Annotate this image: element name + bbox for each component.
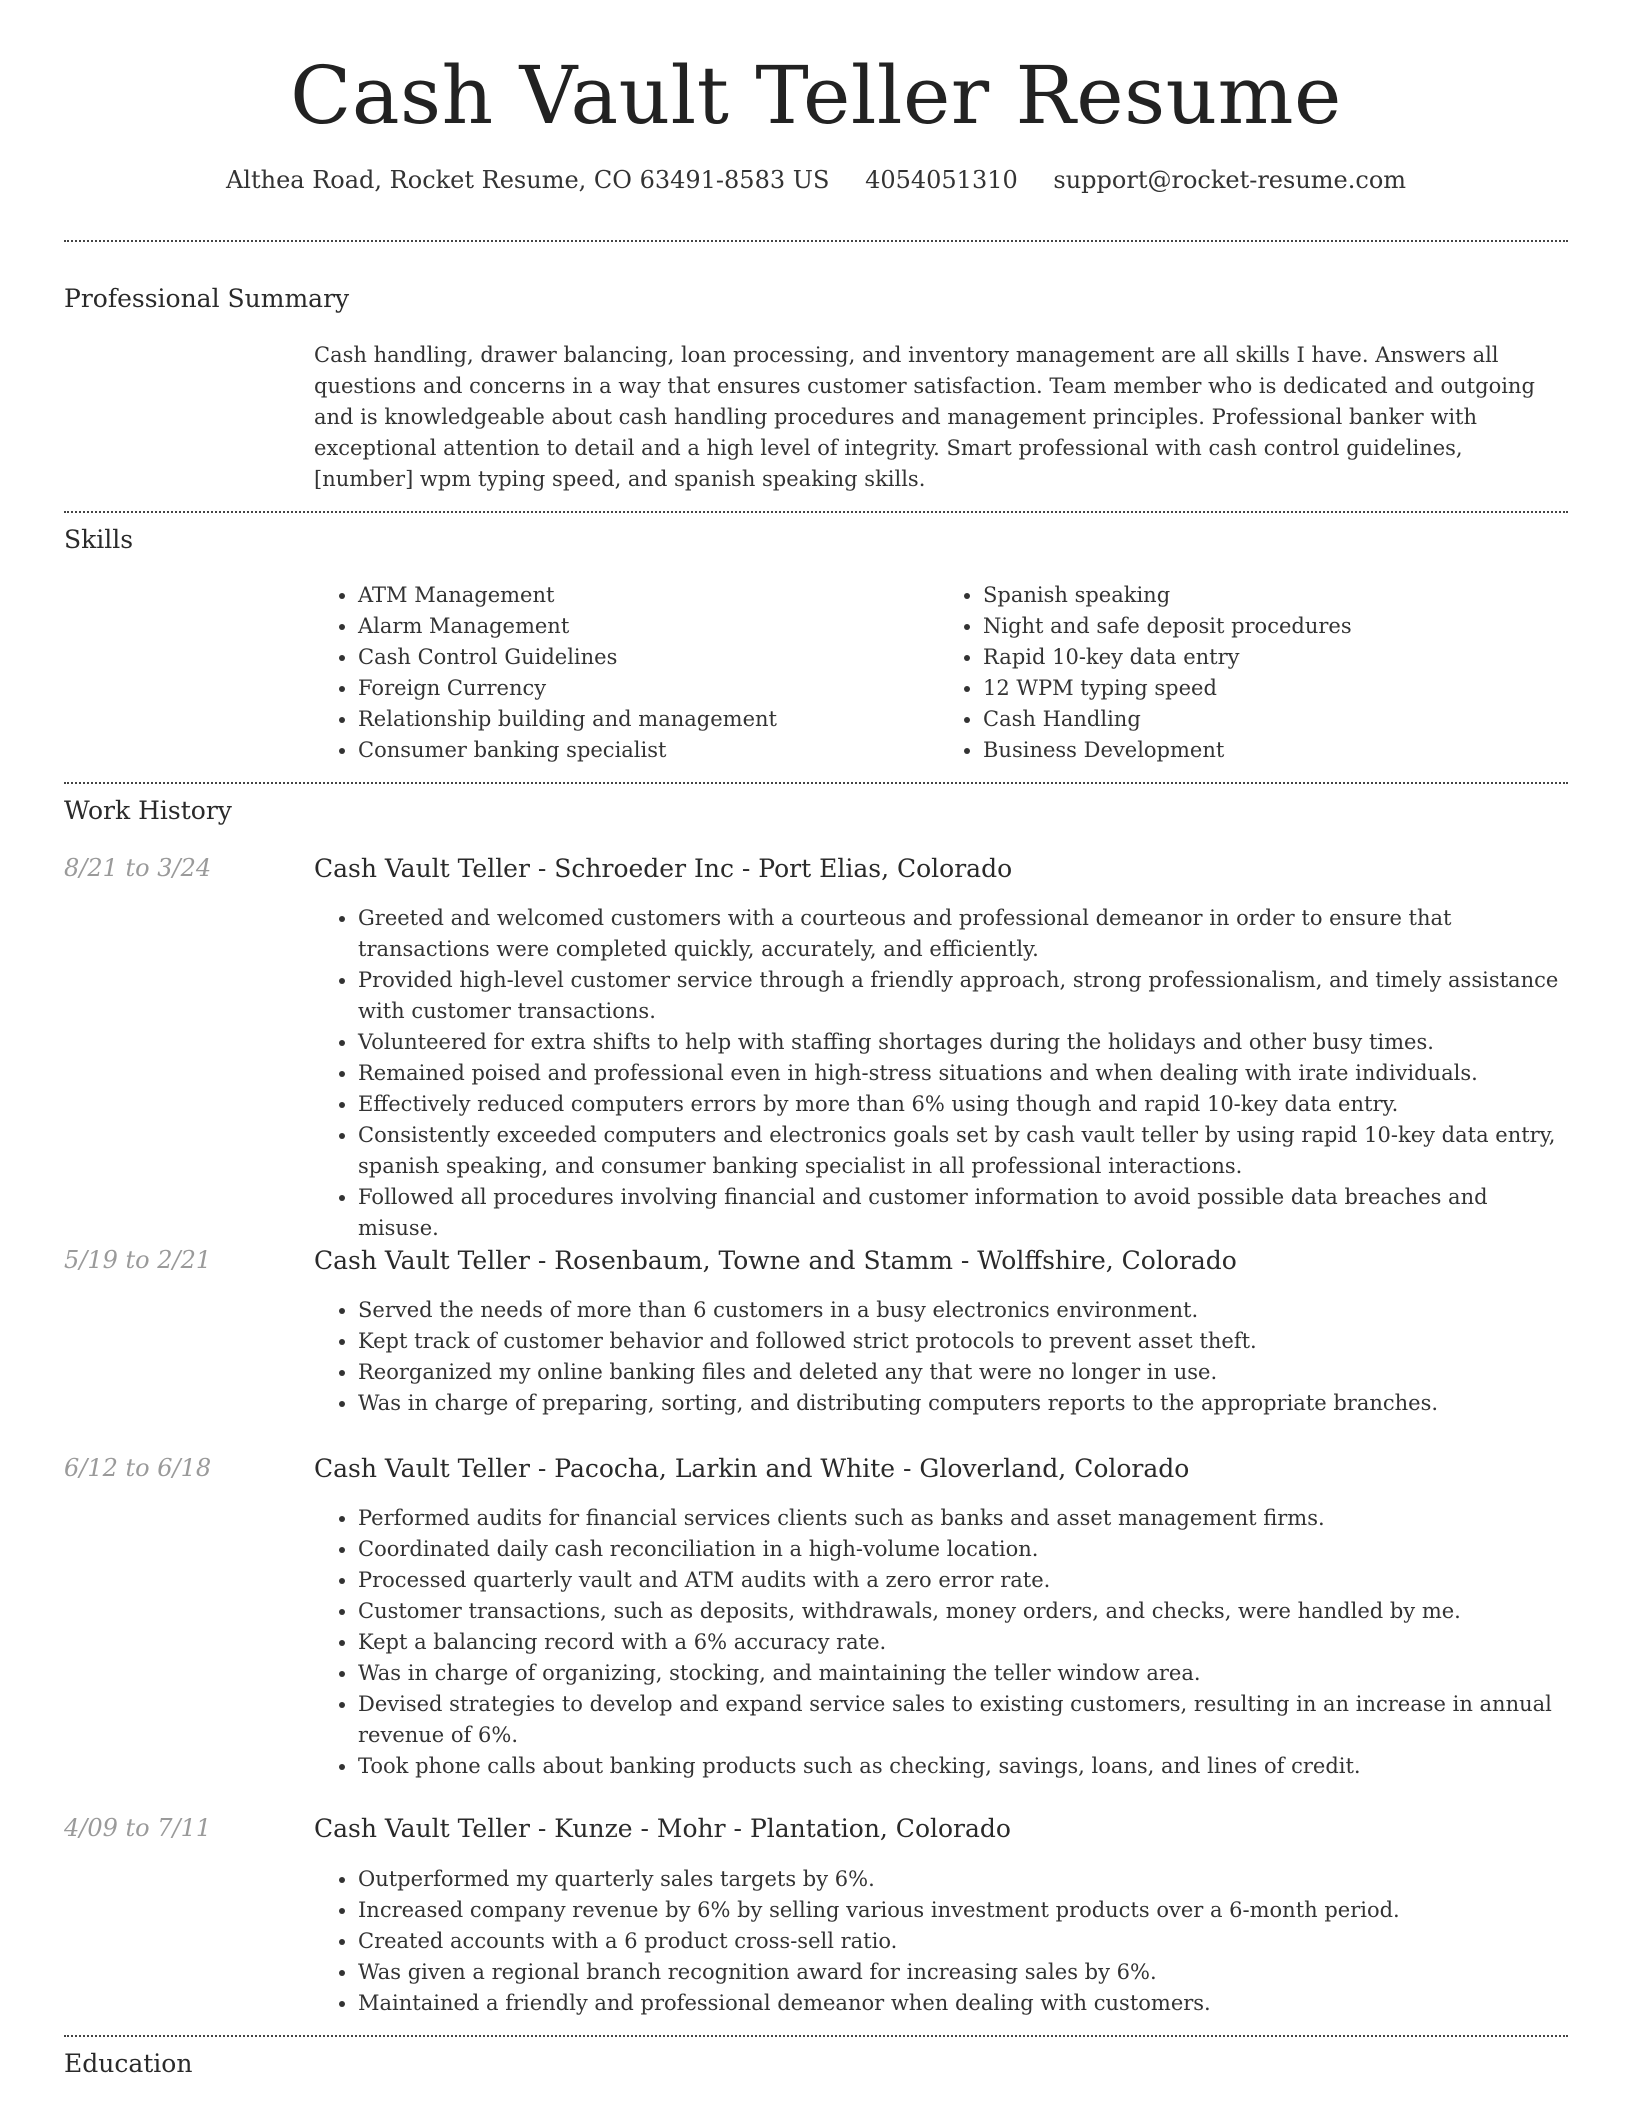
skills-list-left	[314, 580, 939, 766]
job-dates: 5/19 to 2/21	[64, 1246, 212, 1274]
job-title: Cash Vault Teller - Kunze - Mohr - Plantation, Colorado	[314, 1814, 1011, 1843]
skill-item: • Spanish speaking	[983, 580, 1564, 611]
skills-list-right	[939, 580, 1564, 766]
job-title: Cash Vault Teller - Pacocha, Larkin and White - Gloverland, Colorado	[314, 1454, 1190, 1483]
job-bullet: • Took phone calls about banking products such as checking, savings, loans, and lines of credit.	[358, 1751, 1564, 1782]
skill-item: • Business Development	[983, 735, 1564, 766]
job-bullets	[314, 1503, 1564, 1782]
skill-item: • Consumer banking specialist	[358, 735, 939, 766]
job-bullet: • Kept a balancing record with a 6% accuracy rate.	[358, 1627, 1564, 1658]
section-title-summary: Professional Summary	[64, 284, 350, 313]
job-bullet: • Was in charge of organizing, stocking, and maintaining the teller window area.	[358, 1658, 1564, 1689]
section-title-skills: Skills	[64, 525, 134, 554]
divider	[64, 240, 1568, 242]
skills-block	[314, 580, 1564, 766]
section-title-education: Education	[64, 2049, 193, 2078]
summary-text: Cash handling, drawer balancing, loan processing, and inventory management are all skills I have. Answers all questions and concerns in a way that ensures customer satisfaction. Team member who is dedicated and outgoing and is knowledgeable about cash handling procedures and management principles. Professional banker with exceptional attention to detail and a high level of integrity. Smart professional with cash control guidelines, [number] wpm typing speed, and spanish speaking skills.	[314, 343, 1535, 491]
divider	[64, 2035, 1568, 2037]
skill-item: • Foreign Currency	[358, 673, 939, 704]
job-bullet: • Maintained a friendly and professional demeanor when dealing with customers.	[358, 1988, 1564, 2019]
job-bullet: • Devised strategies to develop and expand service sales to existing customers, resulting in an increase in annual revenue of 6%.	[358, 1689, 1564, 1751]
contact-email: support@rocket-resume.com	[1053, 166, 1407, 194]
skill-item: • Cash Handling	[983, 704, 1564, 735]
job-dates: 8/21 to 3/24	[64, 854, 212, 882]
job-bullets-block	[314, 1295, 1564, 1419]
job-bullet: • Created accounts with a 6 product cross-sell ratio.	[358, 1926, 1564, 1957]
job-bullets	[314, 1864, 1564, 2019]
job-bullet: • Provided high-level customer service through a friendly approach, strong professionalism, and timely assistance with customer transactions.	[358, 965, 1564, 1027]
job-bullet: • Coordinated daily cash reconciliation in a high-volume location.	[358, 1534, 1564, 1565]
contact-phone: 4054051310	[865, 166, 1018, 194]
job-title: Cash Vault Teller - Rosenbaum, Towne and Stamm - Wolffshire, Colorado	[314, 1246, 1237, 1275]
job-bullet: • Customer transactions, such as deposits, withdrawals, money orders, and checks, were handled by me.	[358, 1596, 1564, 1627]
resume-header	[0, 0, 1632, 194]
skill-item: • Night and safe deposit procedures	[983, 611, 1564, 642]
job-bullet: • Remained poised and professional even in high-stress situations and when dealing with irate individuals.	[358, 1058, 1564, 1089]
job-bullet: • Greeted and welcomed customers with a courteous and professional demeanor in order to ensure that transactions were completed quickly, accurately, and efficiently.	[358, 903, 1564, 965]
divider	[64, 782, 1568, 784]
job-bullet: • Effectively reduced computers errors by more than 6% using though and rapid 10-key data entry.	[358, 1089, 1564, 1120]
job-bullet: • Was in charge of preparing, sorting, and distributing computers reports to the appropriate branches.	[358, 1388, 1564, 1419]
contact-address: Althea Road, Rocket Resume, CO 63491-8583 US	[225, 166, 830, 194]
job-bullet: • Followed all procedures involving financial and customer information to avoid possible data breaches and misuse.	[358, 1182, 1564, 1244]
job-bullets	[314, 1295, 1564, 1419]
skill-item: • 12 WPM typing speed	[983, 673, 1564, 704]
job-bullet: • Processed quarterly vault and ATM audits with a zero error rate.	[358, 1565, 1564, 1596]
skill-item: • Rapid 10-key data entry	[983, 642, 1564, 673]
job-bullets	[314, 903, 1564, 1244]
job-bullets-block	[314, 1864, 1564, 2019]
contact-line	[0, 166, 1632, 194]
skill-item: • Relationship building and management	[358, 704, 939, 735]
job-bullet: • Reorganized my online banking files and deleted any that were no longer in use.	[358, 1357, 1564, 1388]
divider	[64, 511, 1568, 513]
skill-item: • Cash Control Guidelines	[358, 642, 939, 673]
job-dates: 6/12 to 6/18	[64, 1454, 212, 1482]
job-bullets-block	[314, 903, 1564, 1244]
skill-item: • ATM Management	[358, 580, 939, 611]
job-bullet: • Increased company revenue by 6% by selling various investment products over a 6-month period.	[358, 1895, 1564, 1926]
job-bullet: • Outperformed my quarterly sales targets by 6%.	[358, 1864, 1564, 1895]
job-bullet: • Kept track of customer behavior and followed strict protocols to prevent asset theft.	[358, 1326, 1564, 1357]
skill-item: • Alarm Management	[358, 611, 939, 642]
job-bullet: • Performed audits for financial services clients such as banks and asset management firms.	[358, 1503, 1564, 1534]
job-bullets-block	[314, 1503, 1564, 1782]
summary-block	[314, 340, 1564, 495]
section-title-work: Work History	[64, 796, 232, 825]
job-dates: 4/09 to 7/11	[64, 1814, 212, 1842]
job-title: Cash Vault Teller - Schroeder Inc - Port Elias, Colorado	[314, 854, 1013, 883]
job-bullet: • Volunteered for extra shifts to help with staffing shortages during the holidays and other busy times.	[358, 1027, 1564, 1058]
job-bullet: • Served the needs of more than 6 customers in a busy electronics environment.	[358, 1295, 1564, 1326]
resume-title: Cash Vault Teller Resume	[290, 49, 1342, 142]
job-bullet: • Was given a regional branch recognition award for increasing sales by 6%.	[358, 1957, 1564, 1988]
job-bullet: • Consistently exceeded computers and electronics goals set by cash vault teller by using rapid 10-key data entry, spanish speaking, and consumer banking specialist in all professional interactions.	[358, 1120, 1564, 1182]
